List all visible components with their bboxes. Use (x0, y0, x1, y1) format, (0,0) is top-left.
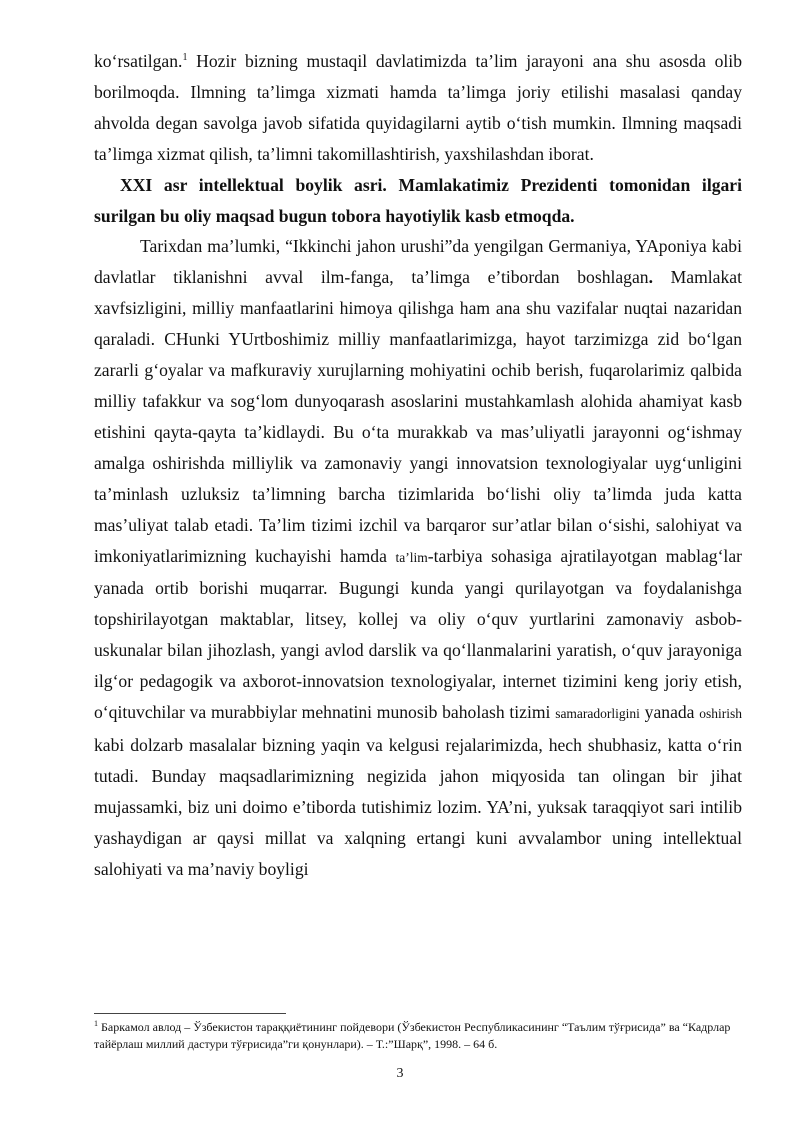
text-segment: oshirish (699, 706, 742, 722)
text-segment: -tarbiya sohasiga ajratilayotgan mablag‘lar yanada ortib borishi muqarrar. Bugungi kunda yangi qurilayotgan va foydalanishga topshirilayotgan maktablar, litsey, kollej va oliy o‘quv yurtlarini zamonaviy asbob-uskunalar bilan jihozlash, yangi avlod darslik va qo‘llanmalarini yaratish, o‘quv jarayoniga ilg‘or pedagogik va axborot-innovatsion texnologiyalar, internet tizimini keng joriy etish, o‘qituvchilar va murabbiylar mehnatini munosib baholash tizimi (94, 545, 742, 723)
text-segment: Tarixdan ma’lumki, “Ikkinchi jahon urushi”da yengilgan Germaniya, YAponiya kabi davlatlar tiklanishni avval ilm-fanga, ta’limga e’tibordan boshlagan (94, 236, 742, 288)
text-segment: samaradorligini (555, 706, 640, 722)
footnote-separator (94, 1013, 286, 1014)
text-segment: kabi dolzarb masalalar bizning yaqin va kelgusi rejalarimizda, hech shubhasiz, katta o‘rin tutadi. Bunday maqsadlarimizning negizida jahon miqyosida tan olingan bir jihat mujassamki, biz uni doimo e’tiborda tutishimiz lozim. YA’ni, yuksak taraqqiyot sari intilib yashaydigan ar qaysi millat va xalqning ertangi kuni avvalambor uning intellektual salohiyati va ma’naviy boyligi (94, 734, 742, 879)
footnote (94, 1019, 744, 1053)
paragraph-2 (94, 170, 742, 232)
text-segment: Hozir bizning mustaqil davlatimizda ta’lim jarayoni ana shu asosda olib borilmoqda. Ilmning ta’limga xizmati hamda ta’limga joriy etilishi masalasi qanday ahvolda degan savolga javob sifatida quyidagilarni aytib o‘tish mumkin. Ilmning maqsadi ta’limga xizmat qilish, ta’limni takomillashtirish, yaxshilashdan iborat. (94, 51, 742, 164)
footnote-text: Баркамол авлод – Ўзбекистон тараққиётининг пойдевори (Ўзбекистон Республикасининг “Таълим тўғрисида” ва “Кадрлар тайёрлаш миллий дастури тўғрисида”ги қонунлари). – Т.:”Шарқ”, 1998. – 64 б. (94, 1020, 731, 1051)
text-segment: XXI asr intellektual boylik asri. Mamlakatimiz Prezidenti tomonidan ilgari surilgan bu oliy maqsad bugun tobora hayotiylik kasb etmoqda. (94, 174, 742, 226)
footnote-reference: 1 (182, 52, 188, 64)
text-segment: ko‘rsatilgan. (94, 51, 183, 71)
text-segment: . (648, 267, 653, 288)
body-text (94, 46, 742, 884)
page-number: 3 (396, 1066, 404, 1081)
text-segment: ta’lim (395, 549, 428, 565)
text-segment: Mamlakat xavfsizligini, milliy manfaatlarini himoya qilishga ham ana shu vazifalar nuqtai nazaridan qaraladi. CHunki YUrtboshimiz milliy manfaatlarimizga, hayot tarzimizga zid bo‘lgan zararli g‘oyalar va mafkuraviy xurujlarning mohiyatini ochib berish, fuqarolarimiz qalbida milliy tafakkur va sog‘lom dunyoqarash asoslarini mustahkamlash alohida ahamiyat kasb etishini qayta-qayta ta’kidlaydi. Bu o‘ta murakkab va mas’uliyatli jarayonni og‘ishmay amalga oshirishda milliylik va zamonaviy yangi innovatsion texnologiyalar uyg‘unligini ta’minlash uzluksiz ta’limning barcha tizimlarida bo‘lishi oliy ta’limda juda katta mas’uliyat talab etadi. Ta’lim tizimi izchil va barqaror sur’atlar bilan o‘sishi, salohiyat va imkoniyatlarimizning kuchayishi hamda (94, 267, 742, 566)
footnote-marker: 1 (94, 1019, 98, 1028)
paragraph-1 (94, 46, 742, 170)
text-segment: yanada (639, 702, 700, 723)
paragraph-3 (94, 231, 742, 884)
